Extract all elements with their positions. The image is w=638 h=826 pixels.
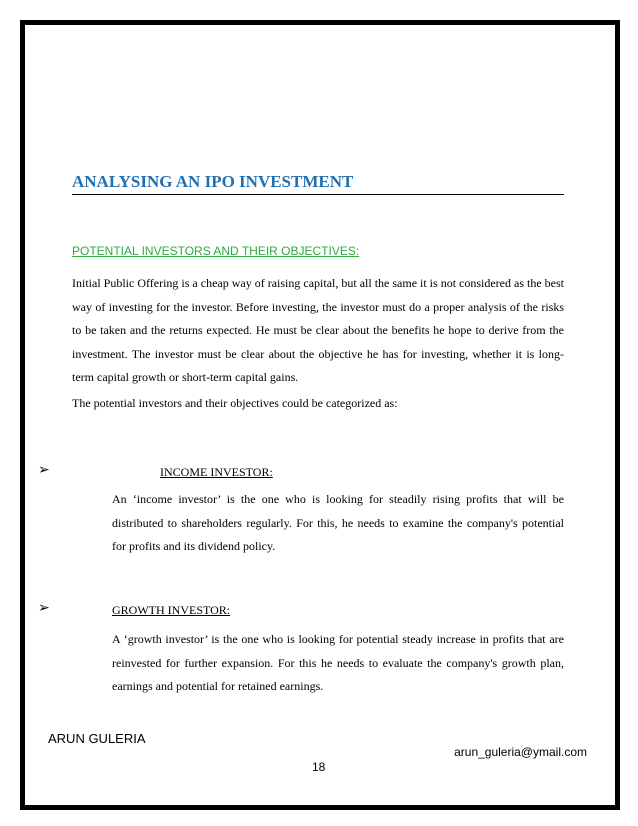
page-title: ANALYSING AN IPO INVESTMENT <box>72 172 564 195</box>
growth-investor-text: A ‘growth investor’ is the one who is looking for potential steady increase in profits that are reinvested for further expansion. For this he needs to evaluate the company's growth plan, earnings and potential for retained earnings. <box>112 632 564 693</box>
footer-author: ARUN GULERIA <box>48 731 146 746</box>
growth-investor-heading: GROWTH INVESTOR: <box>112 603 231 617</box>
income-investor-text: An ‘income investor’ is the one who is looking for steadily rising profits that will be distributed to shareholders regularly. For this, he needs to examine the company's potential for profits and its dividend policy. <box>112 492 564 553</box>
arrow-bullet-icon: ➢ <box>38 600 50 616</box>
section-subheading: POTENTIAL INVESTORS AND THEIR OBJECTIVES: <box>72 244 360 258</box>
categories-paragraph: The potential investors and their objectives could be categorized as: <box>72 396 398 410</box>
page-number: 18 <box>312 760 326 774</box>
intro-paragraph: Initial Public Offering is a cheap way of raising capital, but all the same it is not considered as the best way of investing for the investor. Before investing, the investor must do a proper analysis of the risks to be taken and the returns expected. He must be clear about the benefits he hope to derive from the investment. The investor must be clear about the objective he has for investing, whether it is long-term capital growth or short-term capital gains. <box>72 276 564 384</box>
arrow-bullet-icon: ➢ <box>38 462 50 478</box>
income-investor-heading: INCOME INVESTOR: <box>160 465 273 479</box>
footer-email: arun_guleria@ymail.com <box>454 745 587 759</box>
